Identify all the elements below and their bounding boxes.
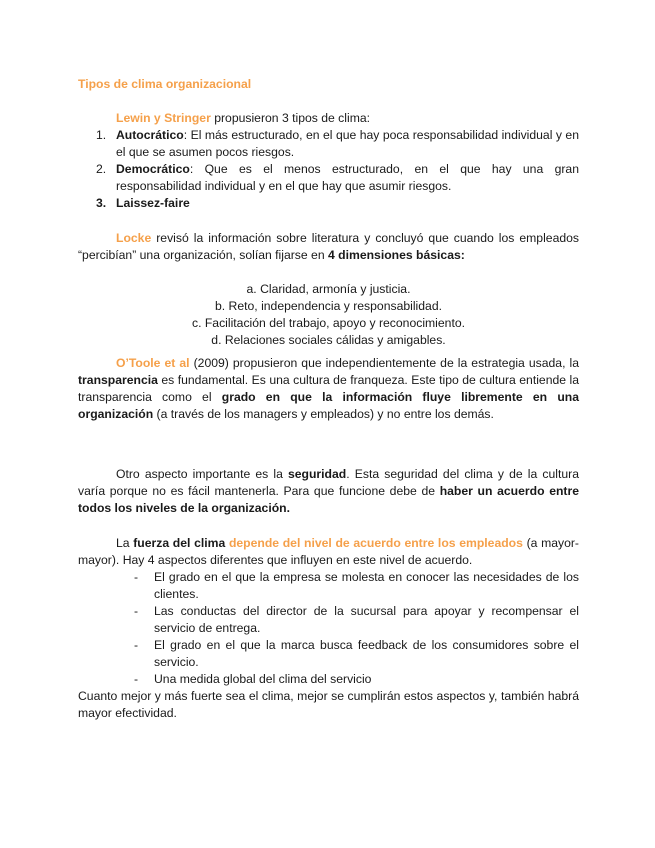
dash-bullet: -: [134, 672, 139, 686]
dash-bullet: -: [134, 570, 139, 584]
list-text: : El más estructurado, en el que hay poca responsabilidad individual y en el que se asumen pocos riesgos.: [116, 128, 579, 159]
locke-text: revisó la información sobre literatura y concluyó que cuando los empleados “percibían” una organización, solían fijarse en: [78, 231, 579, 262]
list-item: [96, 195, 579, 212]
seguridad-bold-2: haber un acuerdo entre todos los niveles de la organización.: [78, 484, 580, 515]
list-text: El grado en el que la marca busca feedback de los consumidores sobre el servicio.: [154, 638, 579, 669]
fuerza-text-2: (a mayor-mayor). Hay 4 aspectos diferentes que influyen en este nivel de acuerdo.: [78, 536, 579, 567]
lewin-intro: [78, 110, 579, 127]
closing-paragraph: Cuanto mejor y más fuerte sea el clima, mejor se cumplirán estos aspectos y, también habrá mayor efectividad.: [78, 689, 579, 720]
list-term: Autocrático: [116, 128, 184, 142]
list-item: b. Reto, independencia y responsabilidad.: [215, 299, 442, 313]
otoole-text-1: (2009) propusieron que independientemente de la estrategia usada, la: [189, 356, 579, 370]
list-item: [96, 161, 579, 195]
dash-bullet: -: [134, 638, 139, 652]
list-item: [134, 671, 579, 688]
list-item: a. Claridad, armonía y justicia.: [246, 282, 411, 296]
otoole-text-2: es fundamental. Es una cultura de franqueza. Este tipo de cultura entiende la transparencia como el: [78, 373, 579, 404]
otoole-paragraph: [78, 355, 579, 423]
seguridad-paragraph: [78, 466, 579, 517]
seguridad-text-1: Otro aspecto importante es la: [116, 467, 288, 481]
list-number: 1.: [96, 128, 107, 142]
list-text: Una medida global del clima del servicio: [154, 672, 372, 686]
lewin-authors: Lewin y Stringer: [116, 111, 211, 125]
locke-bold: 4 dimensiones básicas:: [328, 248, 465, 262]
otoole-text-3: (a través de los managers y empleados) y no entre los demás.: [153, 407, 494, 421]
list-item: [96, 127, 579, 161]
lewin-intro-text: propusieron 3 tipos de clima:: [210, 111, 371, 125]
fuerza-bold-1: fuerza del clima: [133, 536, 226, 550]
list-number: 3.: [96, 196, 107, 210]
fuerza-text-1: La: [116, 536, 134, 550]
fuerza-highlight: depende del nivel de acuerdo entre los empleados: [228, 536, 523, 550]
otoole-authors: O’Toole et al: [116, 356, 190, 370]
list-term: Democrático: [116, 162, 190, 176]
list-item: [134, 637, 579, 671]
dimensions-list: [78, 281, 579, 349]
list-item: [134, 569, 579, 603]
locke-paragraph: [78, 230, 579, 264]
list-item: c. Facilitación del trabajo, apoyo y reconocimiento.: [191, 316, 465, 330]
list-text: Las conductas del director de la sucursal para apoyar y recompensar el servicio de entrega.: [154, 604, 579, 635]
list-text: El grado en el que la empresa se molesta en conocer las necesidades de los clientes.: [154, 570, 579, 601]
dash-bullet: -: [134, 604, 139, 618]
seguridad-bold-1: seguridad: [287, 467, 347, 481]
list-item: [134, 603, 579, 637]
seguridad-text-2: . Esta seguridad del clima y de la cultura varía porque no es fácil mantenerla. Para que funcione debe de: [78, 467, 579, 498]
locke-author: Locke: [116, 231, 152, 245]
otoole-bold-2: grado en que la información fluye libremente en una organización: [78, 390, 579, 421]
fuerza-paragraph: [78, 535, 579, 569]
list-text: : Que es el menos estructurado, en el que hay una gran responsabilidad individual y en el que hay que asumir riesgos.: [116, 162, 579, 193]
page-title: Tipos de clima organizacional: [78, 77, 252, 91]
otoole-bold-1: transparencia: [78, 373, 158, 387]
list-item: d. Relaciones sociales cálidas y amigables.: [211, 333, 446, 347]
list-term: Laissez-faire: [116, 196, 190, 210]
list-number: 2.: [96, 162, 107, 176]
